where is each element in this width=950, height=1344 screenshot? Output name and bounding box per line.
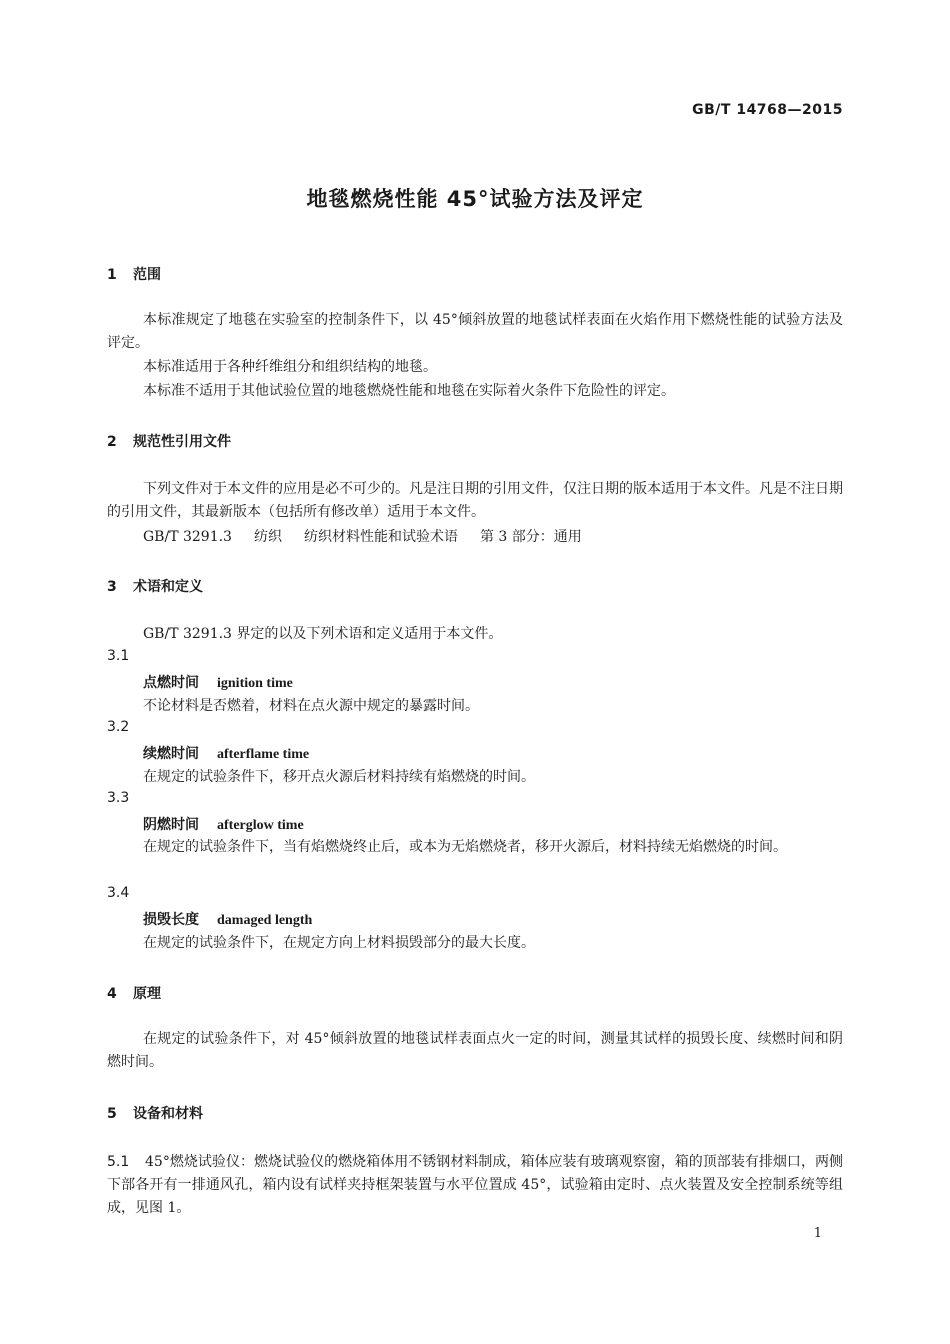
reference-code: GB/T 3291.3 [143, 529, 232, 545]
clause-5-1 [107, 1151, 843, 1220]
term-3-3-definition: 在规定的试验条件下，当有焰燃烧终止后，或本为无焰燃烧者，移开火源后，材料持续无焰燃烧的时间。 [143, 839, 787, 855]
section-1-heading [107, 264, 161, 284]
section-number: 2 [107, 434, 117, 450]
section-title: 原理 [133, 986, 161, 1002]
section-number: 4 [107, 986, 117, 1002]
section-title: 术语和定义 [133, 579, 203, 595]
reference-title-part-c: 第 3 部分：通用 [479, 529, 582, 545]
section-3-heading [107, 576, 203, 596]
section-title: 规范性引用文件 [133, 434, 231, 450]
term-en: afterglow time [217, 818, 304, 833]
term-zh: 损毁长度 [143, 912, 199, 928]
reference-title-part-a: 纺织 [253, 529, 282, 545]
term-3-2 [143, 743, 309, 763]
term-3-2-definition: 在规定的试验条件下，移开点火源后材料持续有焰燃烧的时间。 [143, 769, 535, 785]
section-2-heading [107, 431, 231, 451]
term-3-1 [143, 672, 293, 692]
term-zh: 阴燃时间 [143, 817, 199, 833]
term-en: ignition time [217, 676, 293, 691]
term-3-1-definition: 不论材料是否燃着，材料在点火源中规定的暴露时间。 [143, 698, 479, 714]
section-2-paragraph-1: 下列文件对于本文件的应用是必不可少的。凡是注日期的引用文件，仅注日期的版本适用于本文件。凡是不注日期的引用文件，其最新版本（包括所有修改单）适用于本文件。 [107, 481, 843, 520]
term-3-3 [143, 814, 304, 834]
section-1-paragraph-1: 本标准规定了地毯在实验室的控制条件下，以 45°倾斜放置的地毯试样表面在火焰作用下燃烧性能的试验方法及评定。 [107, 312, 843, 351]
reference-title-part-b: 纺织材料性能和试验术语 [303, 529, 458, 545]
term-3-3-number: 3.3 [107, 790, 130, 806]
standard-number: GB/T 14768—2015 [692, 102, 843, 118]
term-3-1-number: 3.1 [107, 648, 130, 664]
page-number: 1 [813, 1226, 822, 1241]
section-5-heading [107, 1103, 203, 1123]
clause-5-1-text: 45°燃烧试验仪：燃烧试验仪的燃烧箱体用不锈钢材料制成，箱体应装有玻璃观察窗，箱的顶部装有排烟口，两侧下部各开有一排通风孔，箱内设有试样夹持框架装置与水平位置成 45°，试验箱由定时、点火装置及安全控制系统等组成，见图 1。 [107, 1154, 843, 1216]
section-1-paragraph-2: 本标准适用于各种纤维组分和组织结构的地毯。 [143, 359, 437, 375]
term-3-4-number: 3.4 [107, 885, 130, 901]
section-title: 范围 [133, 267, 161, 283]
section-number: 1 [107, 267, 117, 283]
section-4-heading [107, 983, 161, 1003]
section-title: 设备和材料 [133, 1106, 203, 1122]
document-title: 地毯燃烧性能 45°试验方法及评定 [306, 187, 644, 211]
section-number: 3 [107, 579, 117, 595]
term-3-4-definition: 在规定的试验条件下，在规定方向上材料损毁部分的最大长度。 [143, 935, 535, 951]
term-en: damaged length [217, 913, 313, 928]
section-1-paragraph-3: 本标准不适用于其他试验位置的地毯燃烧性能和地毯在实际着火条件下危险性的评定。 [143, 383, 675, 399]
clause-5-1-number: 5.1 [107, 1154, 130, 1170]
term-zh: 续燃时间 [143, 746, 199, 762]
term-zh: 点燃时间 [143, 675, 199, 691]
term-3-2-number: 3.2 [107, 719, 130, 735]
section-number: 5 [107, 1106, 117, 1122]
term-en: afterflame time [217, 747, 310, 762]
term-3-4 [143, 909, 312, 929]
normative-reference [143, 526, 582, 546]
section-4-paragraph-1: 在规定的试验条件下，对 45°倾斜放置的地毯试样表面点火一定的时间，测量其试样的损毁长度、续燃时间和阴燃时间。 [107, 1031, 843, 1070]
section-3-intro: GB/T 3291.3 界定的以及下列术语和定义适用于本文件。 [143, 626, 503, 642]
